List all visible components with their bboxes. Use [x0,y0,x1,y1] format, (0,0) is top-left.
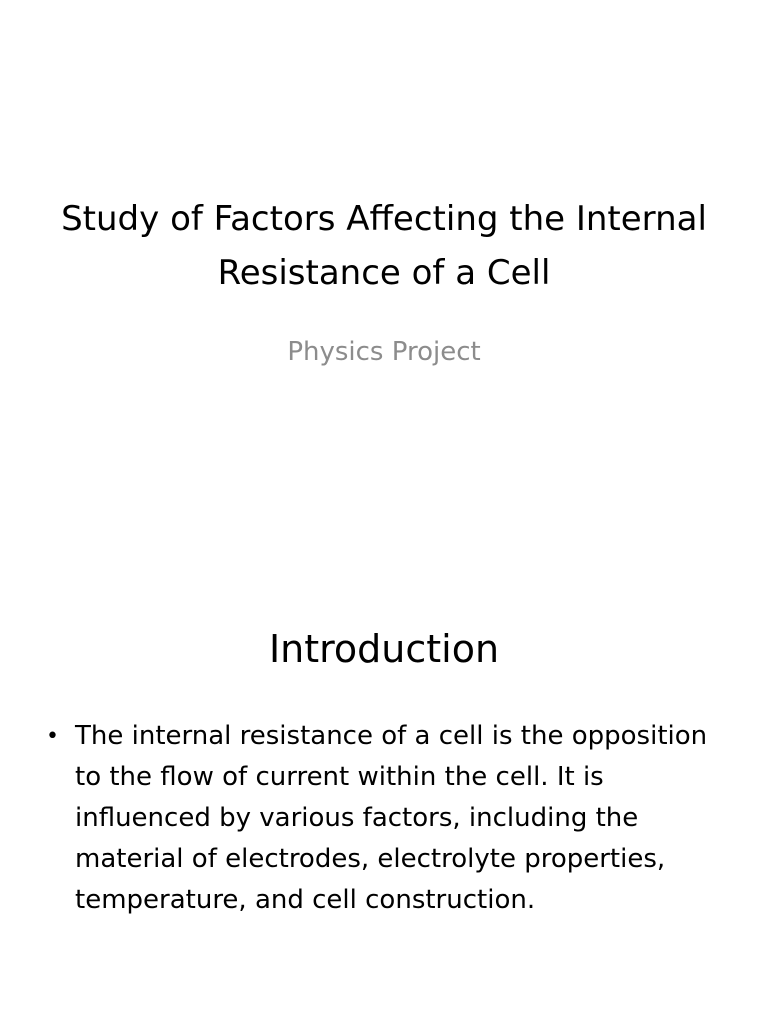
presentation-title: Study of Factors Affecting the Internal Resistance of a Cell [61,199,707,293]
bullet-list [40,716,716,921]
introduction-slide [0,576,768,1024]
bullet-text: The internal resistance of a cell is the opposition to the flow of current within the cell. It is influenced by various factors, including the material of electrodes, electrolyte properties, temperature, and cell construction. [75,721,708,915]
bullet-item [40,716,716,921]
presentation-subtitle: Physics Project [287,337,481,367]
bullet-dot-icon: • [46,724,59,749]
introduction-heading: Introduction [268,627,500,671]
